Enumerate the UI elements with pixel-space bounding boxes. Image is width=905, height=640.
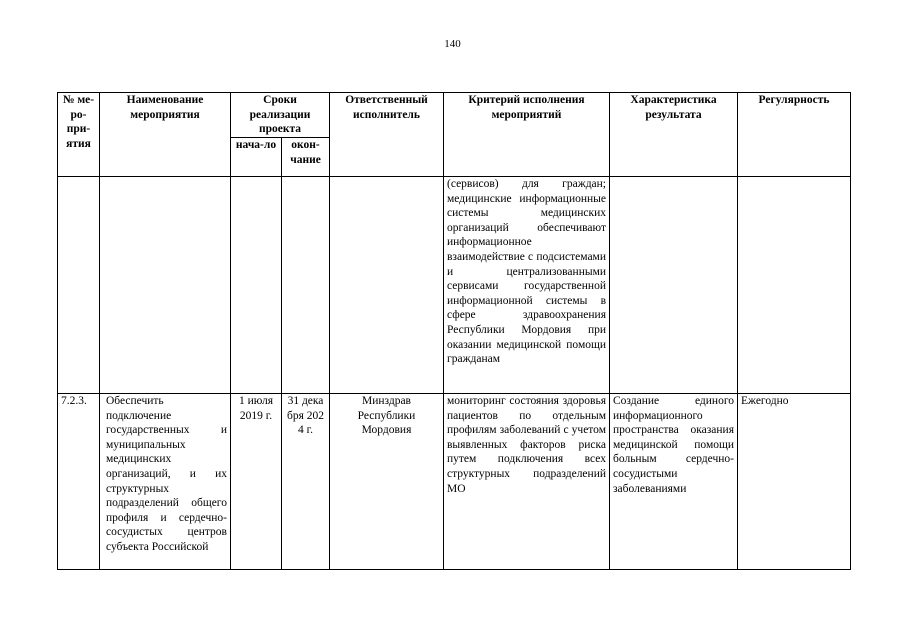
row-result: Создание единого информационного пространства оказания медицинской помощи больным сердечно-сосудистыми заболеваниями [610,394,738,570]
continuation-result-cell [610,177,738,394]
row-num: 7.2.3. [58,394,100,570]
header-executor: Ответственный исполнитель [330,93,444,177]
continuation-executor-cell [330,177,444,394]
row-regularity: Ежегодно [738,394,851,570]
row-end: 31 декабря 2024 г. [282,394,330,570]
header-criterion: Критерий исполнения мероприятий [444,93,610,177]
continuation-regularity-cell [738,177,851,394]
header-result: Характеристика результата [610,93,738,177]
continuation-end-cell [282,177,330,394]
row-criterion: мониторинг состояния здоровья пациентов по отдельным профилям заболеваний с учетом выявленных факторов риска путем подключения всех структурных подразделений МО [444,394,610,570]
table-row [58,394,851,570]
row-name: Обеспечить подключение государственных и муниципальных медицинских организаций, и их структурных подразделений общего профиля и сердечно-сосудистых центров субъекта Российской [100,394,231,570]
continuation-start-cell [231,177,282,394]
header-regularity: Регулярность [738,93,851,177]
continuation-criterion: (сервисов) для граждан; медицинские информационные системы медицинских организаций обеспечивают информационное взаимодействие с подсистемами и централизованными сервисами государственной информационной системы в сфере здравоохранения Республики Мордовия при оказании медицинской помощи гражданам [444,177,610,394]
row-executor: Минздрав Республики Мордовия [330,394,444,570]
row-start: 1 июля 2019 г. [231,394,282,570]
header-num: № ме-ро-при-ятия [58,93,100,177]
header-end: окон-чание [282,138,330,177]
header-terms: Сроки реализации проекта [231,93,330,138]
continuation-name-cell [100,177,231,394]
header-name: Наименование мероприятия [100,93,231,177]
header-row [58,93,851,138]
continuation-num-cell [58,177,100,394]
header-start: нача-ло [231,138,282,177]
plan-table [57,92,851,570]
page-number: 140 [444,38,461,50]
continuation-row [58,177,851,394]
